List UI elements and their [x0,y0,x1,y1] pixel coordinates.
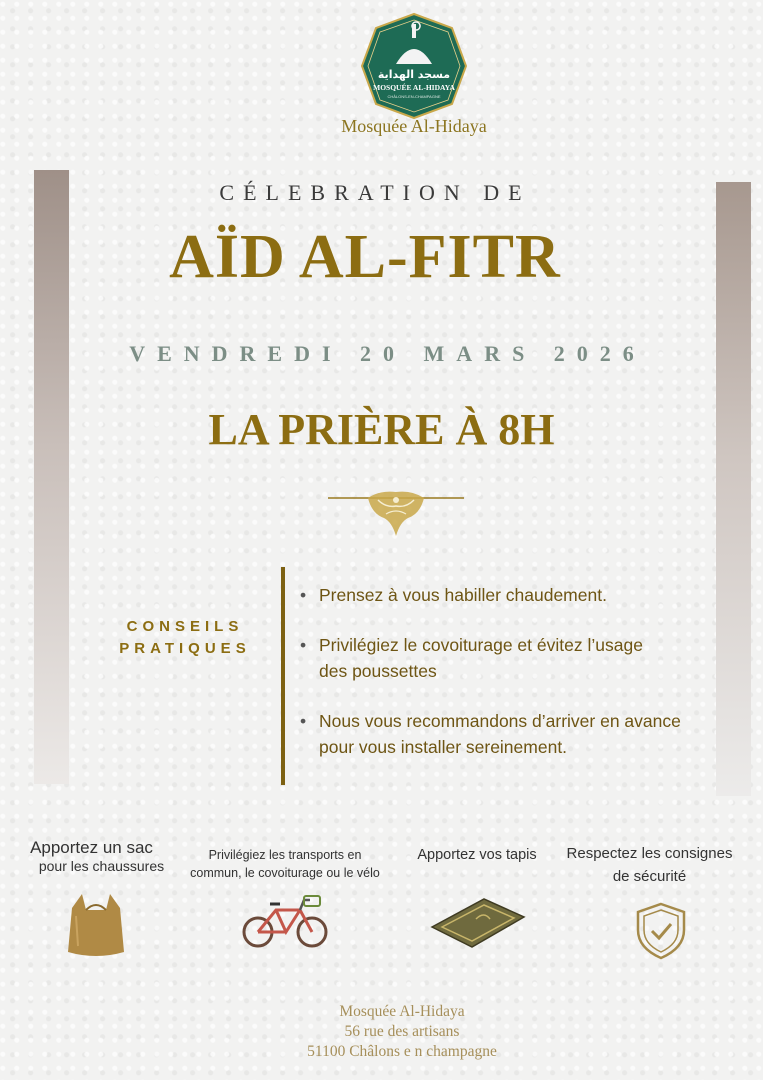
tip-text: • Nous vous recommandons d’arriver en avance [319,711,681,731]
list-item [300,582,730,608]
eid-title: AÏD AL-FITR [169,223,561,291]
footer-line2: 56 rue des artisans [344,1023,460,1040]
conseils-title-line2: PRATIQUES [119,640,251,657]
prayer-time: LA PRIÈRE À 8H [208,405,555,454]
tip-text: • Privilégiez le covoiturage et évitez l’usage [319,635,643,655]
footer-line1: Mosquée Al-Hidaya [339,1003,465,1020]
tips-list [300,582,730,784]
list-item [300,708,730,760]
vertical-divider [281,567,285,785]
bicycle-icon [240,892,330,950]
list-item [300,632,730,684]
logo-name-text: MOSQUÉE AL-HIDAYA [373,83,455,92]
prayer-rug-icon [428,893,528,951]
ornament-divider-icon [328,486,464,542]
bag-icon [66,886,126,958]
advice-transport-line2: commun, le covoiturage ou le vélo [190,866,380,880]
mosque-logo [360,12,468,120]
advice-rug-line1: Apportez vos tapis [417,847,537,863]
tip-text: pour vous installer sereinement. [319,737,568,757]
conseils-title [100,616,270,660]
advice-rug [402,847,552,863]
advice-bag-line2: pour les chaussures [38,858,165,874]
advice-transport [180,846,390,882]
logo-city-text: CHÂLONS-EN-CHAMPAGNE [387,94,441,99]
footer-address [0,1002,763,1062]
advice-security-line1: Respectez les consignes [566,845,733,862]
footer-line3: 51100 Châlons e n champagne [307,1043,497,1060]
advice-transport-line1: Privilégiez les transports en [208,848,362,862]
shield-check-icon [634,902,688,960]
conseils-title-line1: CONSEILS [126,618,244,635]
celebration-heading: CÉLEBRATION DE [219,180,531,205]
logo-arabic-text: مسجد الهداية [377,68,451,81]
tip-text: Prensez à vous habiller chaudement. [319,585,607,605]
advice-security-line2: de sécurité [612,868,687,885]
tip-text: des poussettes [319,661,437,681]
advice-bag-line1: Apportez un sac [30,838,153,857]
logo-caption: Mosquée Al-Hidaya [341,116,487,136]
advice-security [552,842,747,888]
advice-bag [14,838,169,874]
event-date: VENDREDI 20 MARS 2026 [129,341,646,366]
